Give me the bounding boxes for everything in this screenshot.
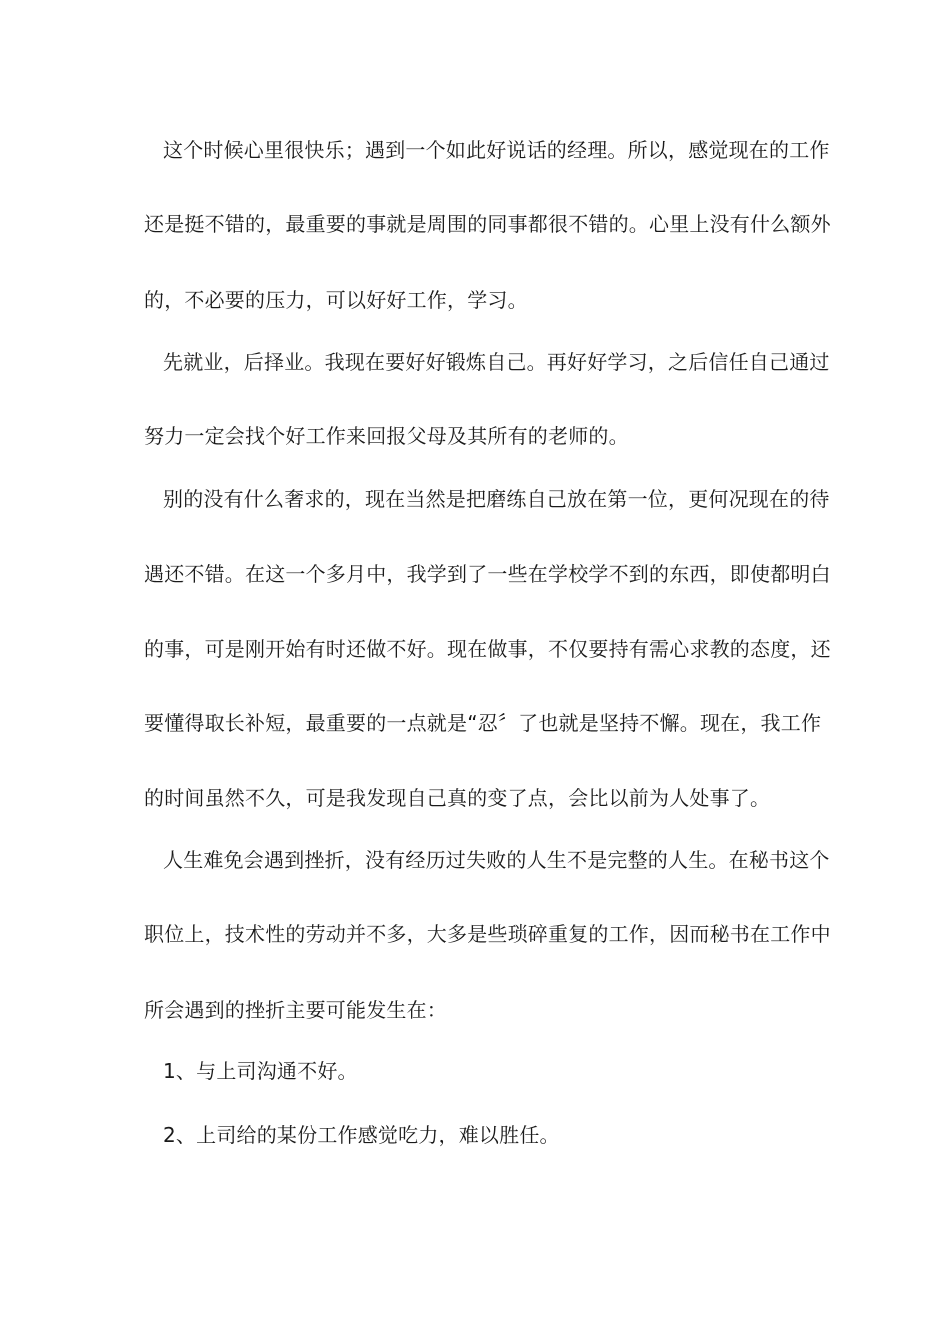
paragraph-3-line-5: 的时间虽然不久，可是我发现自己真的变了点，会比以前为人处事了。 [144,786,771,810]
paragraph-1-line-3: 的，不必要的压力，可以好好工作，学习。 [144,288,528,312]
paragraph-4-line-3: 所会遇到的挫折主要可能发生在： [144,998,447,1022]
paragraph-3-line-1: 别的没有什么奢求的，现在当然是把磨练自己放在第一位，更何况现在的待 [163,487,830,511]
paragraph-1-line-2: 还是挺不错的，最重要的事就是周围的同事都很不错的。心里上没有什么额外 [144,212,831,236]
paragraph-3-line-4: 要懂得取长补短，最重要的一点就是“忍〞了也就是坚持不懈。现在，我工作 [144,711,822,735]
paragraph-3-line-2: 遇还不错。在这一个多月中，我学到了一些在学校学不到的东西，即使都明白 [144,562,831,586]
paragraph-1-line-1: 这个时候心里很快乐；遇到一个如此好说话的经理。所以，感觉现在的工作 [163,138,830,162]
list-item-1: 1、与上司沟通不好。 [163,1059,358,1083]
paragraph-2-line-2: 努力一定会找个好工作来回报父母及其所有的老师的。 [144,424,629,448]
paragraph-2-line-1: 先就业，后择业。我现在要好好锻炼自己。再好好学习，之后信任自己通过 [163,350,830,374]
paragraph-3-line-3: 的事，可是刚开始有时还做不好。现在做事，不仅要持有需心求教的态度，还 [144,637,831,661]
paragraph-4-line-2: 职位上，技术性的劳动并不多，大多是些琐碎重复的工作，因而秘书在工作中 [144,922,831,946]
paragraph-4-line-1: 人生难免会遇到挫折，没有经历过失败的人生不是完整的人生。在秘书这个 [163,848,830,872]
list-item-2: 2、上司给的某份工作感觉吃力，难以胜任。 [163,1123,560,1147]
